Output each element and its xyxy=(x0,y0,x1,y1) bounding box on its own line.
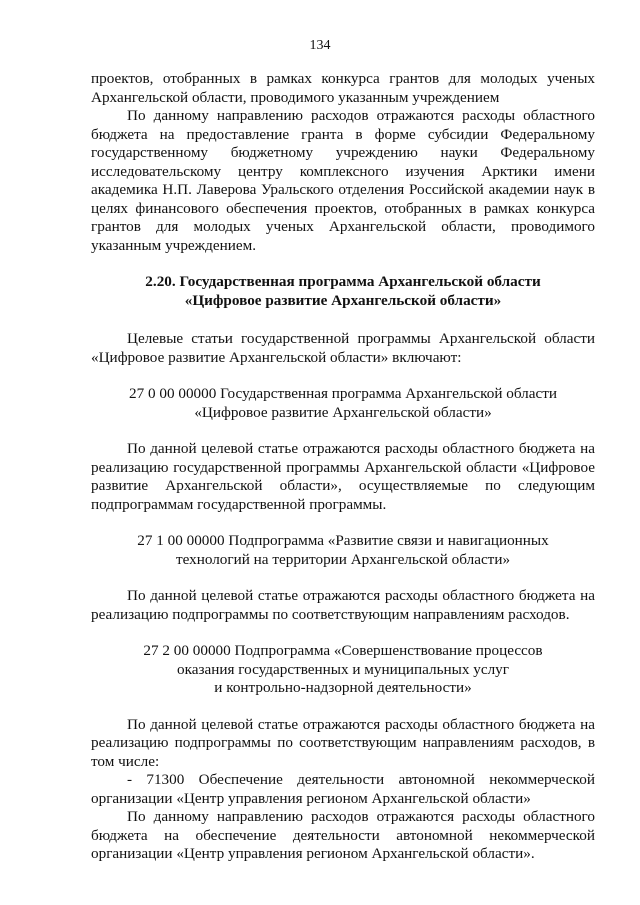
paragraph-subprogram-2-expenses: По данной целевой статье отражаются расходы областного бюджета на реализацию подпрограммы по соответствующим направлениям расходов, в том числе: xyxy=(91,715,595,770)
code-27-2-line2: оказания государственных и муниципальных услуг xyxy=(177,660,509,678)
code-27-1-line2: технологий на территории Архангельской области» xyxy=(175,550,511,568)
code-block-27-0 xyxy=(91,385,595,422)
document-body xyxy=(91,70,595,864)
paragraph-continuation: проектов, отобранных в рамках конкурса грантов для молодых ученых Архангельской области, проводимого указанным учреждением xyxy=(91,70,595,106)
section-heading-line2: «Цифровое развитие Архангельской области» xyxy=(184,291,502,309)
code-27-1-line1: 27 1 00 00000 Подпрограмма «Развитие связи и навигационных xyxy=(137,532,549,549)
list-item-71300: - 71300 Обеспечение деятельности автономной некоммерческой организации «Центр управления регионом Архангельской области» xyxy=(91,771,595,807)
paragraph-program-expenses: По данной целевой статье отражаются расходы областного бюджета на реализацию государственной программы Архангельской области «Цифровое развитие Архангельской области», осуществляемые по следующим подпрограммам государственной программы. xyxy=(91,440,595,513)
code-block-27-1 xyxy=(91,532,595,569)
paragraph-subprogram-1-expenses: По данной целевой статье отражаются расходы областного бюджета на реализацию подпрограммы по соответствующим направлениям расходов. xyxy=(91,587,595,623)
paragraph-grant-description: По данному направлению расходов отражаются расходы областного бюджета на предоставление гранта в форме субсидии Федеральному государственному бюджетному учреждению науки Федеральному исследовательскому центру комплексного изучения Арктики имени академика Н.П. Лаверова Уральского отделения Российской академии наук в целях финансового обеспечения проектов, отобранных в рамках конкурса грантов для молодых ученых Архангельской области, проводимого указанным учреждением. xyxy=(91,107,595,254)
section-heading xyxy=(91,273,595,310)
code-27-2-line3: и контрольно-надзорной деятельности» xyxy=(214,679,472,696)
code-27-2-line1: 27 2 00 00000 Подпрограмма «Совершенствование процессов xyxy=(143,642,543,659)
paragraph-71300-description: По данному направлению расходов отражаются расходы областного бюджета на обеспечение деятельности автономной некоммерческой организации «Центр управления регионом Архангельской области». xyxy=(91,808,595,862)
page-number: 134 xyxy=(309,38,331,53)
code-block-27-2 xyxy=(91,642,595,698)
code-27-0-line2: «Цифровое развитие Архангельской области» xyxy=(194,403,492,421)
paragraph-target-articles: Целевые статьи государственной программы Архангельской области «Цифровое развитие Архангельской области» включают: xyxy=(91,330,595,366)
section-heading-line1: 2.20. Государственная программа Архангельской области xyxy=(145,273,541,290)
code-27-0-line1: 27 0 00 00000 Государственная программа Архангельской области xyxy=(128,385,558,402)
